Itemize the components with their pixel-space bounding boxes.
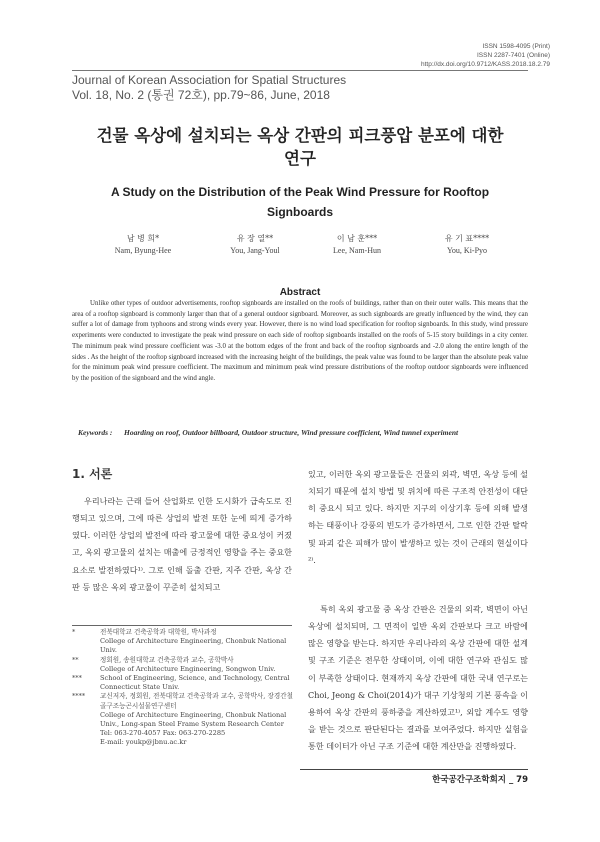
page-footer: 한국공간구조학회지 _ 79	[432, 775, 528, 785]
title-english-line2: Signboards	[266, 205, 333, 219]
author-4	[412, 233, 522, 257]
author-name-en: Lee, Nam-Hun	[333, 246, 381, 255]
title-korean-line1: 건물 옥상에 설치되는 옥상 간판의 피크풍압 분포에 대한	[96, 126, 504, 145]
author-name-ko: 유 장 열**	[236, 234, 274, 243]
body-right-paragraph-2: 특히 옥외 광고물 중 옥상 간판은 건물의 외곽, 벽면이 아닌 옥상에 설치되며, 그 면적이 일반 옥외 간판보다 크고 바람에 많은 영향을 받는다. 하지만 우리나라의 옥상 간판에 대한 설계 및 구조 기준은 전무한 상태이며, 이에 대한 연구와 관심도 많이 부족한 상태이다. 현재까지 옥상 간판에 대한 국내 연구로는 Choi, Jeong & Choi(2014)가 대구 기상청의 기본 풍속을 이용하여 옥상 간판의 풍하중을 계산하였고¹⁾, 외압 계수도 영향을 받는 것으로 판단된다는 결과를 보여주었다. 하지만 실험을 통한 데이터가 아닌 구조 기준에 대한 계산만을 진행하였다.	[308, 604, 528, 752]
footer-rule	[300, 769, 528, 770]
author-name-en: You, Jang-Youl	[230, 246, 280, 255]
journal-name: Journal of Korean Association for Spatial Structures	[72, 73, 347, 87]
author-name-en: You, Ki-Pyo	[446, 246, 488, 255]
journal-header	[72, 73, 346, 103]
footnote-mark: **	[72, 655, 79, 664]
title-korean	[72, 124, 528, 170]
author-1	[88, 233, 198, 257]
footnote-line: 정회원, 송원대학교 건축공학과 교수, 공학박사	[100, 655, 234, 664]
footnote-mark: *	[72, 628, 76, 636]
keywords	[72, 427, 528, 451]
footnotes	[72, 628, 298, 748]
body-right-paragraph-1: 있고, 이러한 옥외 광고물들은 건물의 외곽, 벽면, 옥상 등에 설치되기 때문에 설치 방법 및 위치에 따른 구조적 안전성이 대단히 중요시 되고 있다. 하지만 지구의 이상기후 등에 의해 발생하는 태풍이나 강풍의 빈도가 증가하면서, 그로 인한 간판 탈락 및 파괴 같은 피해가 많이 발생하고 있는 것이 근래의 현실이다²⁾.	[308, 469, 528, 565]
doi-link[interactable]: http://dx.doi.org/10.9712/KASS.2018.18.2.79	[420, 61, 550, 68]
author-name-en: Nam, Byung-Hee	[114, 246, 172, 255]
author-name-ko: 이 남 훈***	[336, 234, 378, 243]
author-name-ko: 유 기 표****	[444, 234, 490, 243]
title-korean-line2: 연구	[284, 149, 316, 168]
issn-online: ISSN 2287-7401 (Online)	[477, 52, 550, 59]
footnote-email[interactable]: E-mail: youkp@jbnu.ac.kr	[100, 738, 187, 747]
section-heading: 1. 서론	[72, 467, 113, 481]
title-english	[72, 182, 528, 222]
footnote-line: Tel: 063-270-4057 Fax: 063-270-2285	[100, 729, 226, 738]
footnote-item	[72, 674, 298, 692]
footnote-item	[72, 628, 298, 656]
author-2	[200, 233, 310, 257]
title-english-line1: A Study on the Distribution of the Peak Wind Pressure for Rooftop	[110, 185, 490, 199]
footnote-line: 전북대학교 건축공학과 대학원, 박사과정	[100, 628, 217, 636]
abstract-text: Unlike other types of outdoor advertisements, rooftop signboards are installed on the roofs of buildings, rather than on their outer walls. This means that the area of a rooftop signboard is commonly larger than that of a general outdoor signboard. Moreover, as such signboards are greatly influenced by the wind, they can suffer a lot of damage from typhoons and strong winds every year. However, there is no wind load specification for rooftop signboards. In this study, wind pressure experiments were conducted to investigate the peak wind pressure on each side of rooftop signboards installed on the roofs of 5-15 story buildings in a city center. The minimum peak wind pressure coefficient was -3.0 at the bottom edges of the front and back of the rooftop signboards and -2.0 along the entire length of the sides . As the height of the rooftop signboard increased with the increasing height of the buildings, the peak value was found to be larger than the absolute peak value for the minimum peak wind pressure coefficient. The maximum and minimum peak wind pressure distributions of the rooftop outdoor signboards were influenced by the position of the signboard and the wind angle.	[72, 300, 528, 382]
keywords-value: Hoarding on roof, Outdoor billboard, Outdoor structure, Wind pressure coefficient, Wind tunnel experiment	[124, 428, 459, 437]
footnote-line: College of Architecture Engineering, Chonbuk National Univ., Long-span Steel Frame System Research Center	[100, 710, 287, 729]
footnote-line: College of Architecture Engineering, Chonbuk National Univ.	[100, 637, 287, 655]
footnote-rule	[72, 625, 292, 626]
footnote-line: 교신저자, 정회원, 전북대학교 건축공학과 교수, 공학박사, 장경간철골구조능곤시설물연구센터	[100, 692, 293, 710]
footnote-line: School of Engineering, Science, and Technology, Central Connecticut State Univ.	[100, 674, 290, 692]
footnote-item	[72, 656, 298, 674]
issn-block	[421, 42, 550, 69]
author-3	[302, 233, 412, 257]
journal-volume: Vol. 18, No. 2 (통권 72호), pp.79~86, June, 2018	[72, 88, 330, 102]
body-left-paragraph: 우리나라는 근래 들어 산업화로 인한 도시화가 급속도로 진행되고 있으며, 그에 따른 상업의 발전 또한 눈에 띄게 증가하였다. 이러한 상업의 발전에 따라 광고물에 대한 중요성이 커졌고, 옥외 광고물의 설치는 매출에 긍정적인 영향을 주는 중요한 요소로 발전하였다¹⁾. 그로 인해 돌출 간판, 지주 간판, 옥상 간판 등 많은 옥외 광고물이 꾸준히 설치되고	[72, 496, 292, 592]
footnote-item	[72, 692, 298, 747]
footnote-mark: ***	[72, 674, 82, 683]
issn-print: ISSN 1598-4095 (Print)	[482, 43, 550, 50]
footnote-mark: ****	[72, 692, 86, 701]
keywords-label: Keywords :	[78, 428, 113, 437]
author-name-ko: 남 병 희*	[126, 234, 160, 243]
header-rule	[72, 70, 528, 71]
abstract-heading: Abstract	[279, 287, 321, 298]
footnote-line: College of Architecture Engineering, Songwon Univ.	[100, 664, 276, 673]
